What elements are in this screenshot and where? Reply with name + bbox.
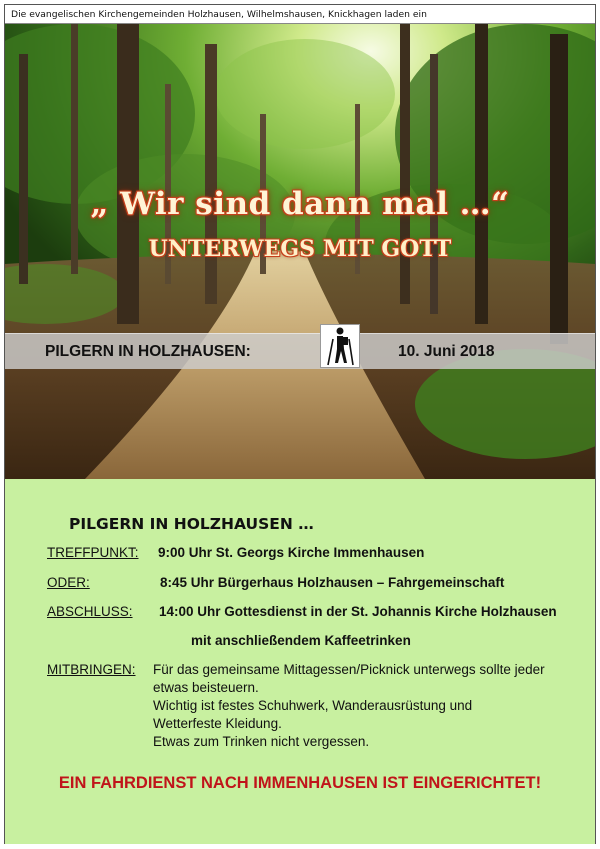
forest-photo bbox=[5, 24, 595, 479]
row-label-oder: ODER: bbox=[47, 575, 90, 590]
row-label-treffpunkt: TREFFPUNKT: bbox=[47, 545, 139, 560]
bring-line: Etwas zum Trinken nicht vergessen. bbox=[153, 734, 370, 749]
bring-line: Wichtig ist festes Schuhwerk, Wanderausrüstung und bbox=[153, 698, 473, 713]
row-value-abschluss: 14:00 Uhr Gottesdienst in der St. Johannis Kirche Holzhausen bbox=[159, 604, 557, 619]
bring-line: etwas beisteuern. bbox=[153, 680, 259, 695]
shuttle-notice: EIN FAHRDIENST NACH IMMENHAUSEN IST EINGERICHTET! bbox=[58, 774, 542, 792]
subheadline: UNTERWEGS MIT GOTT bbox=[148, 236, 452, 262]
event-bar-label: PILGERN IN HOLZHAUSEN: bbox=[45, 343, 251, 360]
event-bar bbox=[5, 333, 595, 369]
invitation-banner: Die evangelischen Kirchengemeinden Holzhausen, Wilhelmshausen, Knickhagen laden ein bbox=[5, 5, 595, 24]
row-label-mitbringen: MITBRINGEN: bbox=[47, 662, 136, 677]
row-value-treffpunkt: 9:00 Uhr St. Georgs Kirche Immenhausen bbox=[158, 545, 425, 560]
headline: „ Wir sind dann mal …“ bbox=[90, 186, 510, 222]
row-label-abschluss: ABSCHLUSS: bbox=[47, 604, 133, 619]
bring-line: Wetterfeste Kleidung. bbox=[153, 716, 282, 731]
info-heading: PILGERN IN HOLZHAUSEN … bbox=[69, 515, 314, 533]
bring-line: Für das gemeinsame Mittagessen/Picknick unterwegs sollte jeder bbox=[153, 662, 545, 677]
info-panel bbox=[5, 479, 595, 844]
abschluss-extra: mit anschließendem Kaffeetrinken bbox=[191, 633, 411, 648]
row-value-oder: 8:45 Uhr Bürgerhaus Holzhausen – Fahrgemeinschaft bbox=[160, 575, 505, 590]
event-date: 10. Juni 2018 bbox=[398, 343, 495, 360]
hiker-icon bbox=[320, 324, 360, 368]
